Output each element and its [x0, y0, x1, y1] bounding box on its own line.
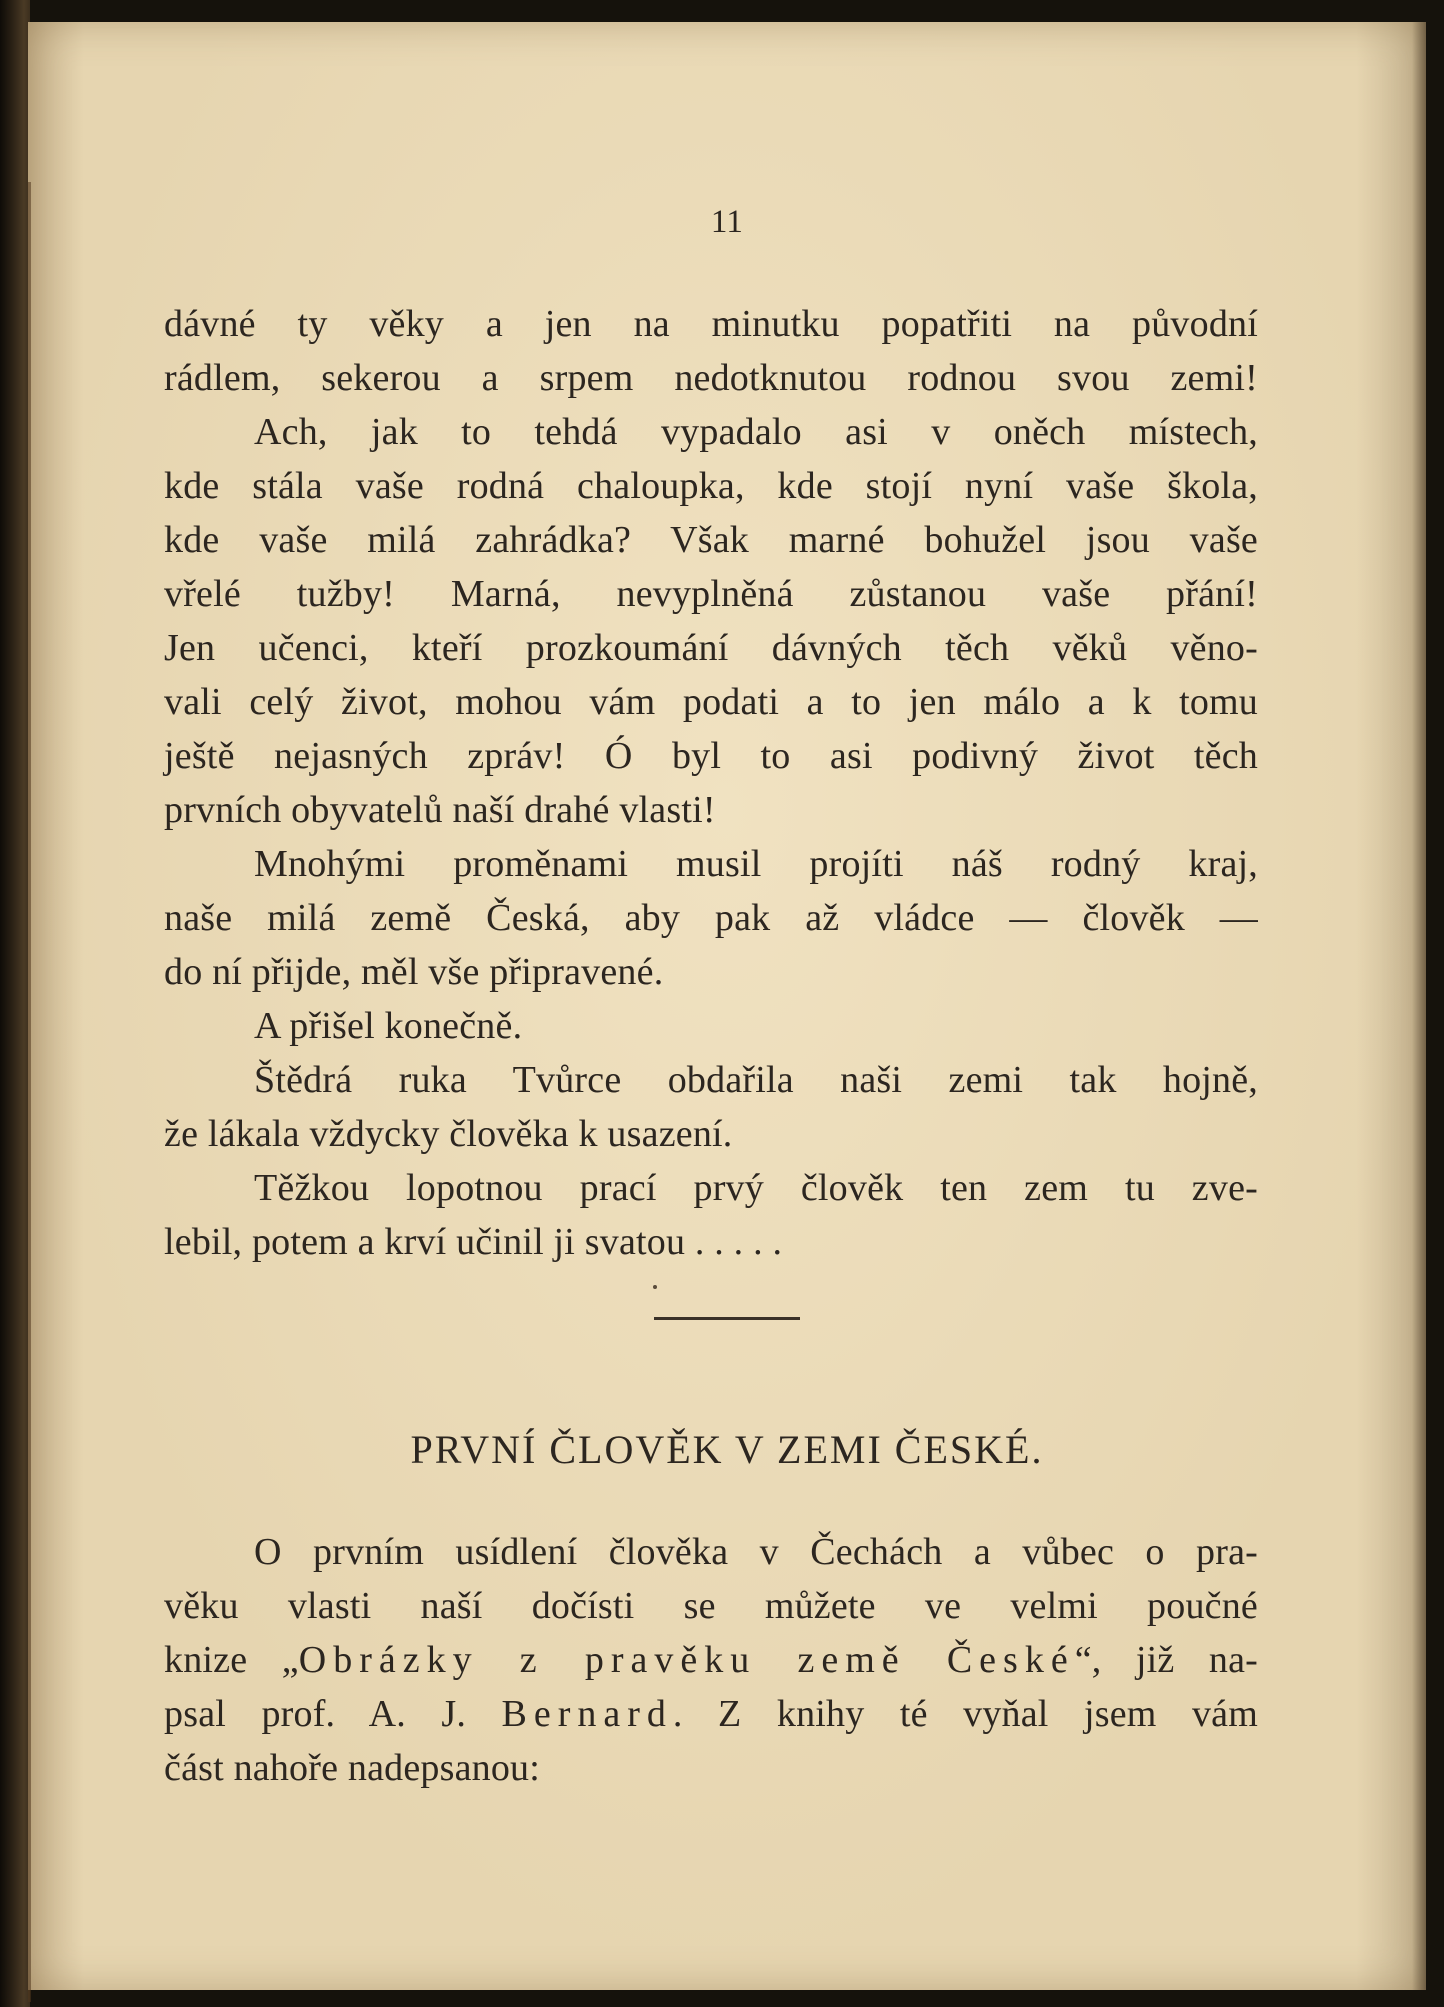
- text-line: lebil, potem a krví učinil ji svatou . . . . .: [164, 1221, 783, 1263]
- text-line: Štědrá ruka Tvůrce obdařila naši zemi tak hojně,: [254, 1059, 1258, 1101]
- text-line: část nahoře nadepsanou:: [164, 1747, 541, 1789]
- section-heading: PRVNÍ ČLOVĚK V ZEMI ČESKÉ.: [410, 1427, 1044, 1472]
- text-line: kde stála vaše rodná chaloupka, kde stojí nyní vaše škola,: [164, 465, 1258, 507]
- text-line: věku vlasti naší dočísti se můžete ve velmi poučné: [164, 1585, 1258, 1627]
- author-name: Bernard: [501, 1693, 673, 1735]
- text-line-with-book-title: [164, 1633, 1258, 1687]
- text-line: O prvním usídlení člověka v Čechách a vůbec o pra-: [254, 1531, 1258, 1573]
- text-line: rádlem, sekerou a srpem nedotknutou rodnou svou zemi!: [164, 357, 1258, 399]
- text-line: Jen učenci, kteří prozkoumání dávných těch věků věno-: [164, 627, 1258, 669]
- text-line: kde vaše milá zahrádka? Však marné bohužel jsou vaše: [164, 519, 1258, 561]
- section-separator-rule: [654, 1317, 800, 1320]
- ink-speck: [653, 1285, 657, 1289]
- text-line: ještě nejasných zpráv! Ó byl to asi podivný život těch: [164, 735, 1258, 777]
- text-fragment: . Z knihy té vyňal jsem vám: [672, 1693, 1258, 1735]
- text-line: že lákala vždycky člověka k usazení.: [164, 1113, 733, 1155]
- text-line-with-author: [164, 1687, 1258, 1741]
- text-line: A přišel konečně.: [254, 1005, 523, 1047]
- book-title: Obrázky z pravěku země České: [298, 1639, 1075, 1681]
- gutter-line: [28, 182, 31, 2002]
- text-line: vřelé tužby! Marná, nevyplněná zůstanou vaše přání!: [164, 573, 1258, 615]
- body-text: [164, 297, 1258, 1269]
- text-fragment: “, již na-: [1074, 1639, 1258, 1681]
- page-edge-shadow: [1412, 22, 1426, 1990]
- text-fragment: knize „: [164, 1639, 299, 1681]
- text-line: vali celý život, mohou vám podati a to jen málo a k tomu: [164, 681, 1258, 723]
- text-line: prvních obyvatelů naší drahé vlasti!: [164, 789, 716, 831]
- text-line: do ní přijde, měl vše připravené.: [164, 951, 664, 993]
- text-line: Mnohými proměnami musil projíti náš rodný kraj,: [254, 843, 1258, 885]
- text-line: Těžkou lopotnou prací prvý člověk ten zem tu zve-: [254, 1167, 1258, 1209]
- text-fragment: psal prof. A. J.: [164, 1693, 502, 1735]
- page-number: 11: [710, 204, 744, 240]
- section-body-text: [164, 1525, 1258, 1795]
- book-page: [28, 22, 1426, 1990]
- text-line: naše milá země Česká, aby pak až vládce — člověk —: [164, 897, 1258, 939]
- book-binding: [0, 0, 30, 2007]
- text-line: Ach, jak to tehdá vypadalo asi v oněch místech,: [254, 411, 1258, 453]
- text-line: dávné ty věky a jen na minutku popatřiti na původní: [164, 303, 1258, 345]
